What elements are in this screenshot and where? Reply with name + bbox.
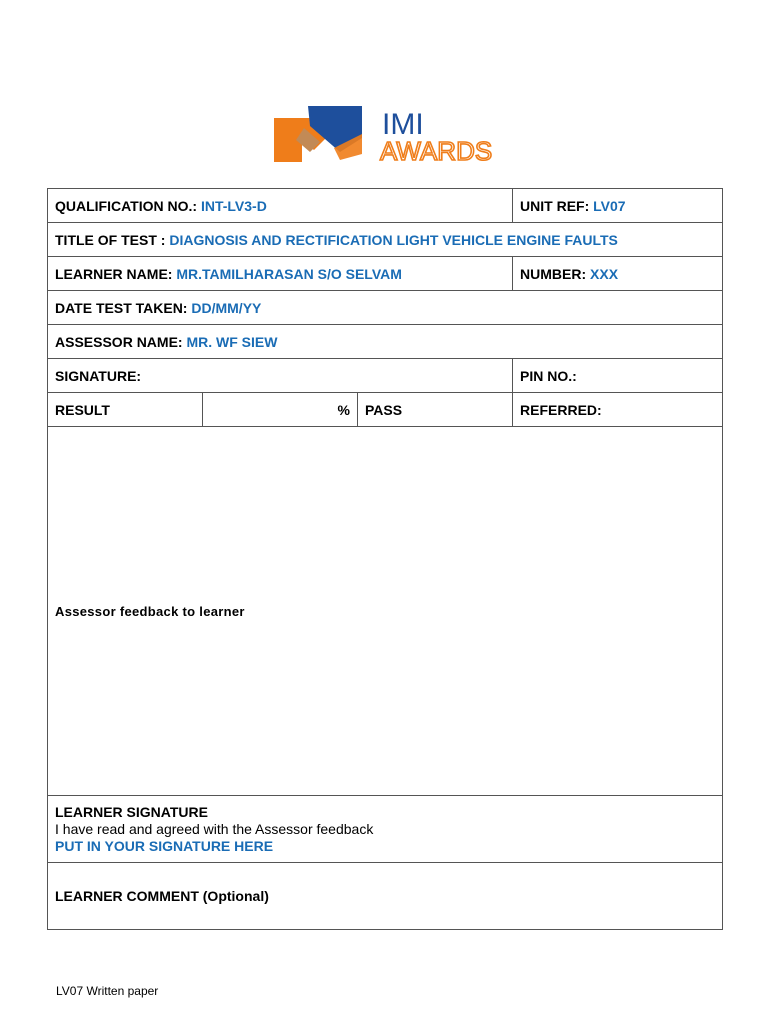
learner-signature-value: PUT IN YOUR SIGNATURE HERE [55,837,274,854]
assessor-label: ASSESSOR NAME: [55,333,187,350]
assessor-cell [48,325,723,359]
date-label: DATE TEST TAKEN: [55,299,192,316]
svg-text:AWARDS: AWARDS [380,136,493,166]
qualification-cell [48,189,513,223]
result-percent-cell[interactable]: % [203,393,358,427]
qualification-row [48,189,723,223]
feedback-row [48,427,723,796]
learner-signature-row [48,796,723,863]
qualification-label: QUALIFICATION NO.: [55,197,201,214]
result-row [48,393,723,427]
feedback-label: Assessor feedback to learner [55,603,245,619]
learner-comment-row [48,863,723,930]
unit-ref-value: LV07 [593,197,626,214]
footer-text: LV07 Written paper [56,984,159,998]
date-cell [48,291,723,325]
learner-comment-label: LEARNER COMMENT (Optional) [55,887,269,904]
learner-name-row [48,257,723,291]
feedback-area[interactable] [48,427,723,796]
svg-text:IMI: IMI [382,108,424,141]
pin-no-cell[interactable]: PIN NO.: [513,359,723,393]
title-cell [48,223,723,257]
learner-signature-label: LEARNER SIGNATURE [55,803,208,820]
learner-comment-cell[interactable] [48,863,723,930]
learner-name-cell [48,257,513,291]
signature-row [48,359,723,393]
learner-name-value: MR.TAMILHARASAN S/O SELVAM [176,265,402,282]
title-row [48,223,723,257]
number-cell [513,257,723,291]
unit-ref-cell [513,189,723,223]
pass-cell: PASS [358,393,513,427]
title-value: DIAGNOSIS AND RECTIFICATION LIGHT VEHICLE ENGINE FAULTS [169,231,618,248]
qualification-value: INT-LV3-D [200,197,267,214]
date-value: DD/MM/YY [191,299,262,316]
handshake-logo-icon [274,104,496,166]
title-label: TITLE OF TEST : [55,231,170,248]
number-value: XXX [590,265,619,282]
unit-ref-label: UNIT REF: [520,197,594,214]
assessor-value: MR. WF SIEW [186,333,278,350]
imi-awards-logo [274,104,496,166]
result-label: RESULT [48,393,203,427]
referred-cell: REFERRED: [513,393,723,427]
assessor-row [48,325,723,359]
assessment-form [47,188,723,930]
date-row [48,291,723,325]
learner-signature-cell[interactable] [48,796,723,863]
signature-cell[interactable]: SIGNATURE: [48,359,513,393]
learner-name-label: LEARNER NAME: [55,265,177,282]
number-label: NUMBER: [520,265,591,282]
learner-signature-note: I have read and agreed with the Assessor feedback [55,820,374,837]
